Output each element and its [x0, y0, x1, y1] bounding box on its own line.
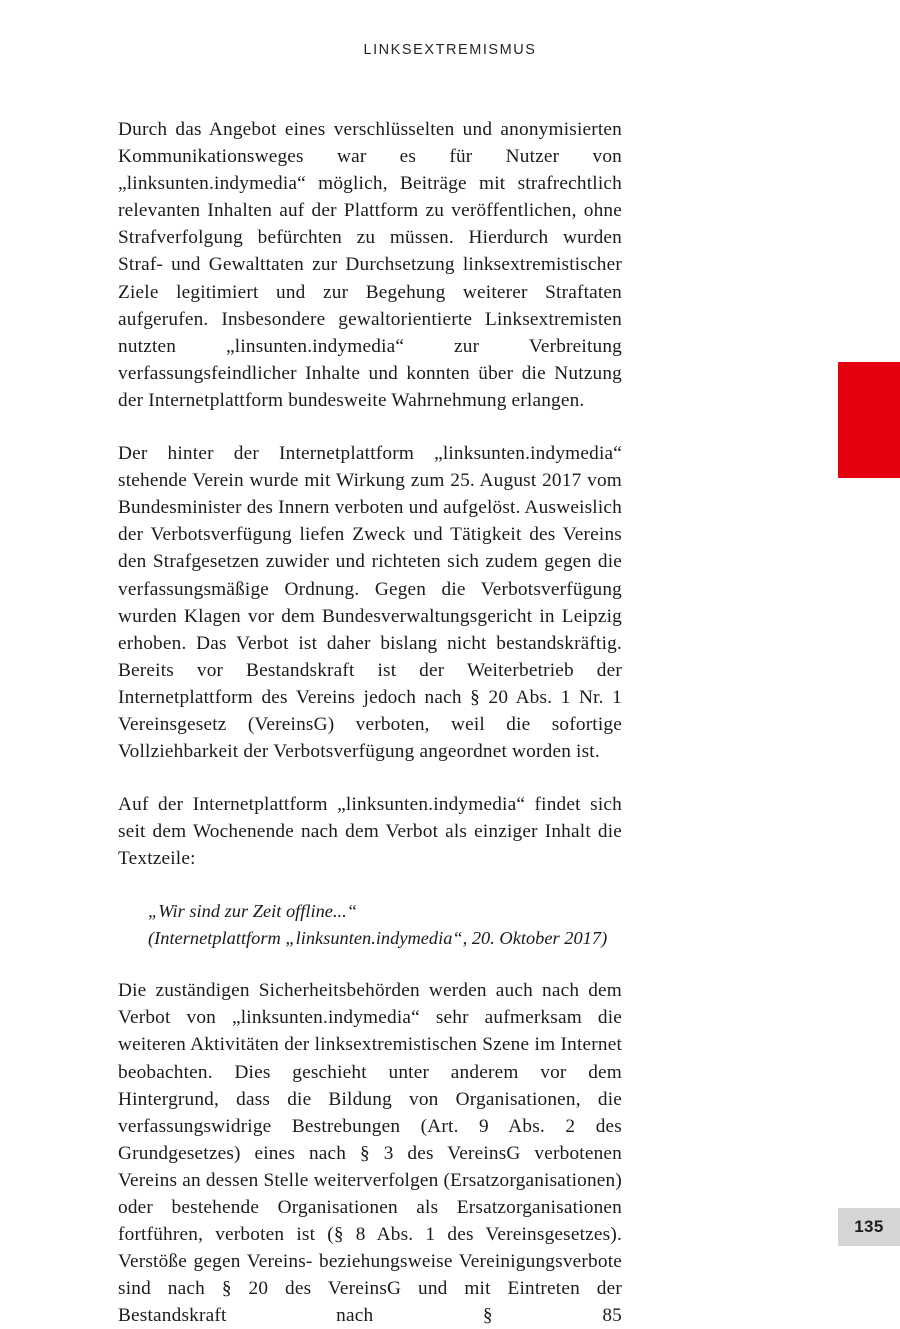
text-column	[118, 116, 622, 1329]
red-thumb-index-tab	[838, 362, 900, 478]
quote-text-line: „Wir sind zur Zeit offline...“	[148, 901, 357, 922]
paragraph-4: Die zuständigen Sicherheitsbehörden werden auch nach dem Verbot von „linksunten.indymedia“ sehr aufmerksam die weiteren Aktivitäten der linksextremistischen Szene im Internet beobachten. Dies geschieht unter anderem vor dem Hintergrund, dass die Bildung von Organisationen, die verfassungswidrige Bestrebungen (Art. 9 Abs. 2 des Grundgesetzes) eines nach § 3 des VereinsG verbotenen Vereins an dessen Stelle weiterverfolgen (Ersatzorganisationen) oder bestehende Organisationen als Ersatzorganisationen fortführen, verboten ist (§ 8 Abs. 1 des Vereinsgesetzes). Verstöße gegen Vereins- beziehungsweise Vereinigungsverbote sind nach § 20 des VereinsG und mit Eintreten der Bestandskraft nach § 85	[118, 980, 622, 1327]
page-number-box	[838, 1208, 900, 1246]
running-head: LINKSEXTREMISMUS	[363, 42, 537, 58]
quote-source-line: (Internetplattform „linksunten.indymedia“, 20. Oktober 2017)	[148, 927, 608, 948]
paragraph-1: Durch das Angebot eines verschlüsselten und anonymisierten Kommunikationsweges war es für Nutzer von „linksunten.indymedia“ möglich, Beiträge mit strafrechtlich relevanten Inhalten auf der Plattform zu veröffentlichen, ohne Strafverfolgung befürchten zu müssen. Hierdurch wurden Straf- und Gewalttaten zur Durchsetzung linksextremistischer Ziele legitimiert und zur Begehung weiterer Straftaten aufgerufen. Insbesondere gewaltorientierte Linksextremisten nutzten „linsunten.indymedia“ zur Verbreitung verfassungsfeindlicher Inhalte und konnten über die Nutzung der Internetplattform bundesweite Wahrnehmung erlangen.	[118, 119, 622, 411]
paragraph-3: Auf der Internetplattform „linksunten.indymedia“ findet sich seit dem Wochenende nach dem Verbot als einziger Inhalt die Textzeile:	[118, 794, 622, 870]
paragraph-2: Der hinter der Internetplattform „linksunten.indymedia“ stehende Verein wurde mit Wirkung zum 25. August 2017 vom Bundesminister des Innern verboten und aufgelöst. Ausweislich der Verbotsverfügung liefen Zweck und Tätigkeit des Vereins den Strafgesetzen zuwider und richteten sich zudem gegen die verfassungsmäßige Ordnung. Gegen die Verbotsverfügung wurden Klagen vor dem Bundesverwaltungsgericht in Leipzig erhoben. Das Verbot ist daher bislang nicht bestandskräftig. Bereits vor Bestandskraft ist der Weiterbetrieb der Internetplattform des Vereins jedoch nach § 20 Abs. 1 Nr. 1 Vereinsgesetz (VereinsG) verboten, weil die sofortige Vollziehbarkeit der Verbotsverfügung angeordnet worden ist.	[118, 443, 622, 763]
page-number: 135	[854, 1217, 884, 1236]
blockquote	[118, 898, 622, 951]
